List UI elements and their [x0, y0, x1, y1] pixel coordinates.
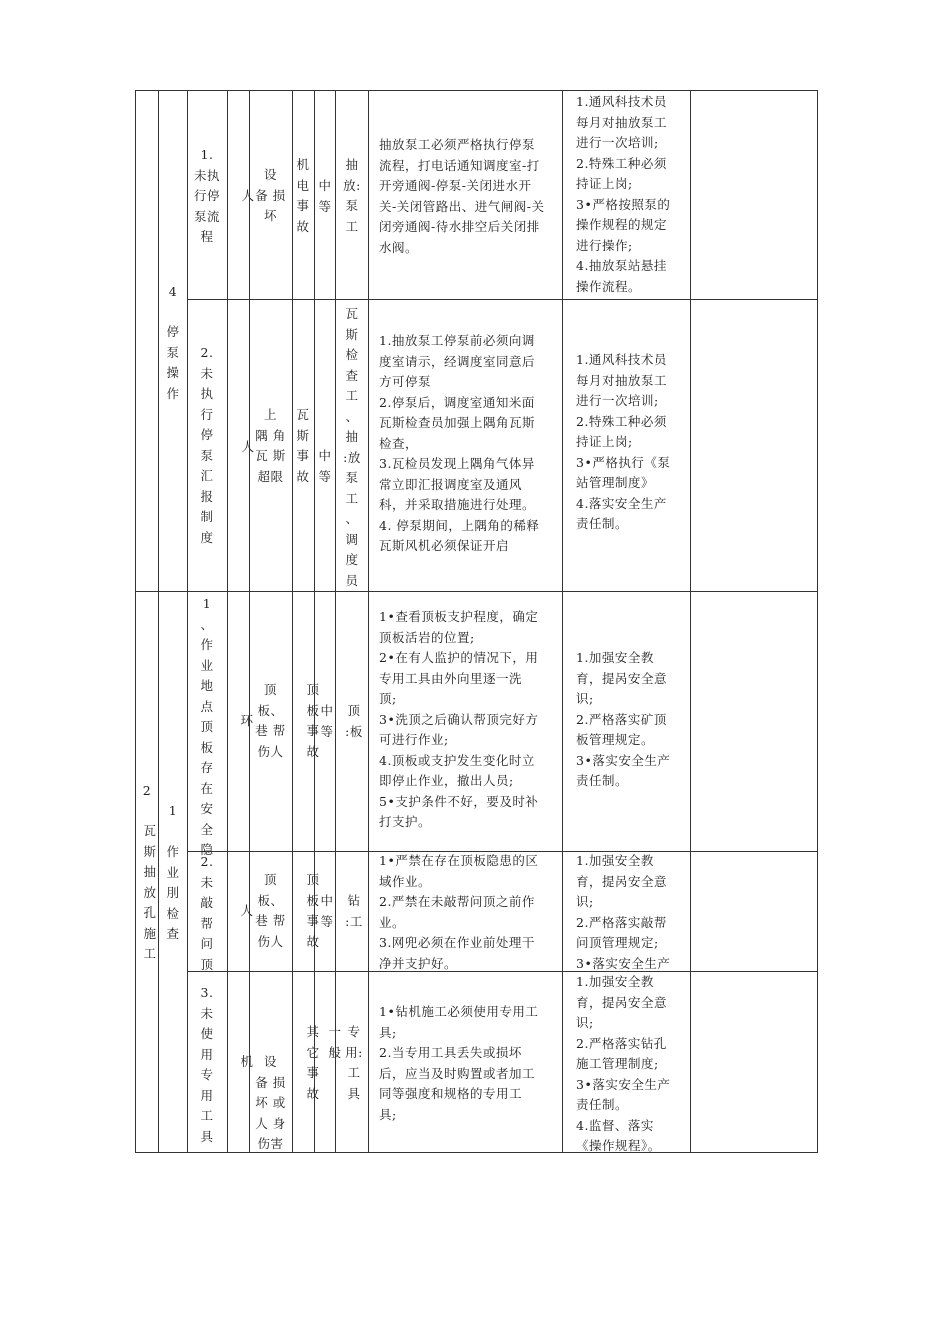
column-divider [335, 90, 336, 1153]
table-border-bottom [135, 1152, 818, 1153]
column-divider [227, 90, 228, 1153]
risk-level-cell: 中 等 [318, 178, 332, 214]
control-cell: 1.加强安全教 育，提呙安全意 识; 2.严格落实矿顶 板管理规定。 3•落实安全生产 责任制。 [576, 650, 671, 788]
column-divider [562, 90, 563, 1153]
factor-cell: 环 [240, 713, 254, 728]
sub-seq-number: 1 [168, 803, 178, 818]
accident-type-cell: 瓦 斯 事 故 [296, 407, 310, 484]
accident-type-cell: 其 它 事 故 [306, 1024, 320, 1101]
risk-level-cell: 一 般 [328, 1024, 342, 1060]
control-cell: 1.通风科技术员 每月对抽放泵工 进行一次培训; 2.特殊工种必须 持证上岗; 3•严格执行《泵 站管理制度》 4.落实安全生产 责任制。 [576, 352, 671, 531]
post-cell: 抽 放: 泵 工 [343, 157, 361, 234]
factor-cell: 人 [241, 439, 255, 454]
measures-cell: 1.抽放泵工停泵前必须向调 度室请示，经调度室同意后 方可停泵 2.停泵后，调度室通知米面 瓦斯检查员加强上隅角瓦斯 检查， 3.瓦检员发现上隅角气体异 常立即汇报调度室及通风 科，并采取措施进行处理。 4. 停泵期间，上隅角的稀释 瓦斯风机必须保证开启 [379, 333, 540, 553]
factor-cell: 人 [241, 188, 255, 203]
column-divider [249, 90, 250, 1153]
hazard-cell: 1 、 作 业 地 点 顶 板 存 在 安 全 隐 [200, 596, 214, 857]
column-divider [135, 90, 136, 1153]
post-cell: 瓦 斯 检 查 工 、 抽 :放 泵 工 、 调 度 员 [343, 306, 361, 588]
sub-process-name: 作 业 刖 检 查 [166, 844, 180, 941]
control-cell: 1.通风科技术员 每月对抽放泵工 进行一次培训; 2.特殊工种必须 持证上岗; 3•严格按照泵的 操作规程的规定 进行操作; 4.抽放泵站悬挂 操作流程。 [576, 94, 671, 294]
table-border-top [135, 90, 818, 91]
column-divider [690, 90, 691, 1153]
risk-level-cell: 中 等 [318, 448, 332, 484]
measures-cell: 1•查看顶板支护程度，确定 顶板活岩的位置; 2•在有人监护的情况下，用 专用工具由外向里逐一洗 顶; 3•洗顶之后确认帮顶完好方 可进行作业; 4.顶板或支护发生变化时立 即停止作业，撤出人员; 5•支护条件不好，要及时补 打支护。 [379, 609, 539, 829]
hazard-cell: 2. 未 执 行 停 泵 汇 报 制 度 [200, 345, 214, 545]
consequence-cell: 设 备 损 坏 [255, 167, 286, 223]
control-cell: 1.加强安全教 育，提呙安全意 识; 2.严格落实敲帮 问顶管理规定; 3•落实安全生产 [576, 853, 671, 971]
consequence-cell: 顶 板、 巷 帮 伤人 [255, 872, 286, 949]
consequence-cell: 顶 板、 巷 帮 伤人 [255, 682, 286, 759]
accident-type-cell: 顶 板 事 故 [306, 682, 320, 759]
row-divider [187, 299, 818, 300]
post-cell: 钻 :工 [345, 893, 363, 929]
post-cell: 专 用: 工 具 [345, 1024, 363, 1101]
column-divider [368, 90, 369, 1153]
table-border-right [817, 90, 818, 1153]
hazard-cell: 1. 未执 行停 泵流 程 [193, 147, 220, 244]
hazard-cell: 3. 未 使 用 专 用 工 具 [200, 985, 214, 1144]
column-divider [158, 90, 159, 1153]
consequence-cell: 上 隅 角 瓦 斯 超限 [255, 407, 286, 484]
risk-level-cell: 中 等 [320, 893, 334, 929]
row-divider [135, 591, 818, 592]
column-divider [292, 90, 293, 1153]
factor-cell: 机 [240, 1054, 254, 1069]
post-cell: 顶 :板 [345, 703, 363, 739]
factor-cell: 人 [240, 903, 254, 918]
control-cell: 1.加强安全教 育，提呙安全意 识; 2.严格落实钻孔 施工管理制度; 3•落实安全生产 责任制。 4.监督、落实 《操作规程》。 [576, 974, 671, 1152]
process-name: 停 泵 操 作 [166, 324, 180, 401]
accident-type-cell: 机 电 事 故 [296, 157, 310, 234]
accident-type-cell: 顶 板 事 故 [306, 872, 320, 949]
seq-number: 4 [168, 284, 178, 299]
column-divider [314, 90, 315, 1153]
measures-cell: 1•钻机施工必须使用专用工 具; 2.当专用工具丢失或损坏 后，应当及时购置或者加工 同等强度和规格的专用工 具; [379, 1004, 539, 1122]
measures-cell: 抽放泵工必须严格执行停泵 流程，打电话通知调度室-打 开旁通阀-停泵-关闭进水开 关-关闭管路出、进气闸阀-关 闭旁通阀-待水排空后关闭排 水阀。 [379, 137, 545, 255]
hazard-cell: 2. 未 敲 帮 问 顶 [200, 854, 214, 971]
process-name: 瓦 斯 抽 放 孔 施 工 [143, 823, 157, 961]
risk-level-cell: 中 等 [320, 703, 334, 739]
consequence-cell: 设 备 损 坏 或 人 身 伤害 [255, 1054, 286, 1151]
row-divider [187, 971, 818, 972]
seq-number: 2 [142, 783, 152, 798]
measures-cell: 1•严禁在存在顶板隐患的区 域作业。 2.严禁在未敲帮问顶之前作 业。 3.网兜必须在作业前处理干 净并支护好。 [379, 853, 539, 971]
